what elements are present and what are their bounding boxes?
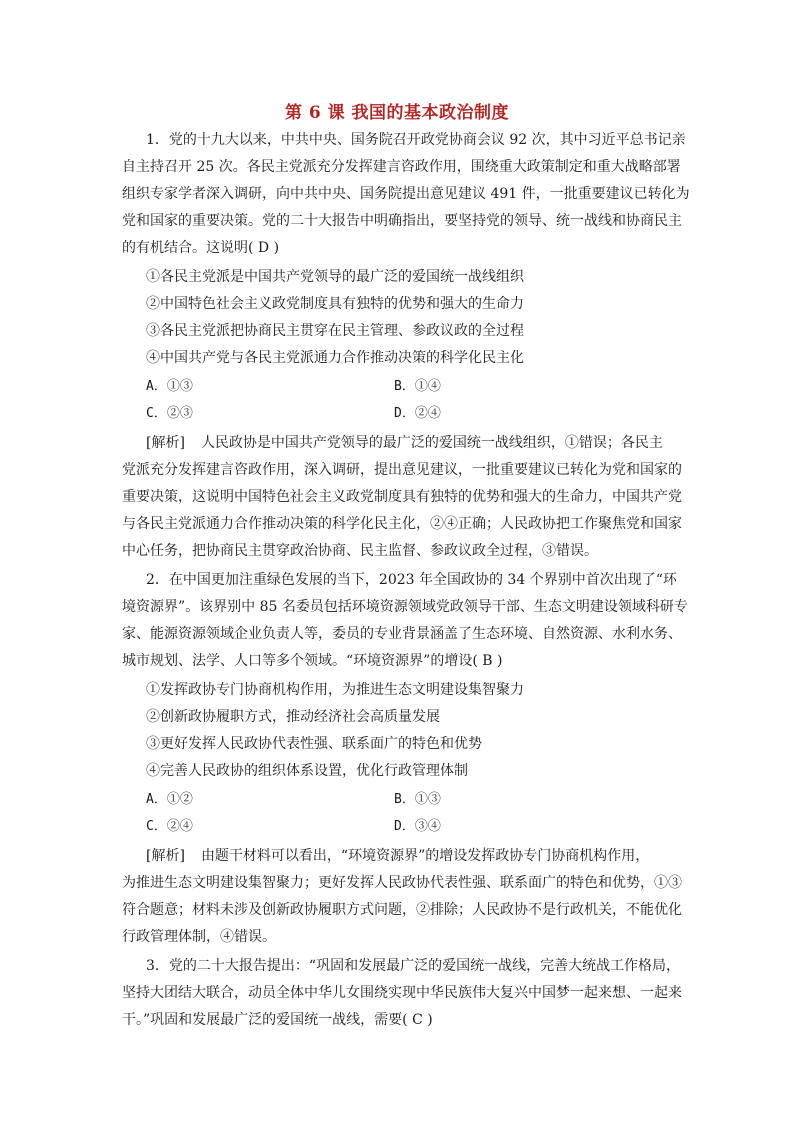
q1-analysis-line: 中心任务，把协商民主贯穿政治协商、民主监督、参政议政全过程，③错误。 bbox=[122, 543, 598, 559]
q2-option: ④完善人民政协的组织体系设置，优化行政管理体制 bbox=[146, 763, 468, 779]
q1-option: ②中国特色社会主义政党制度具有独特的优势和强大的生命力 bbox=[146, 296, 524, 312]
q1-stem-line: 党和国家的重要决策。党的二十大报告中明确指出，要坚持党的领导、统一战线和协商民主 bbox=[122, 213, 682, 229]
q2-choice-a: A．①② bbox=[146, 792, 193, 807]
q1-analysis-line: 党派充分发挥建言咨政作用，深入调研，提出意见建议，一批重要建议已转化为党和国家的 bbox=[122, 462, 682, 478]
q2-option: ①发挥政协专门协商机构作用，为推进生态文明建设集智聚力 bbox=[146, 682, 524, 698]
q1-stem-line: 自主持召开 25 次。各民主党派充分发挥建言咨政作用，围绕重大政策制定和重大战略部署 bbox=[122, 159, 681, 175]
q2-analysis-line bbox=[146, 846, 649, 866]
q1-choice-b: B．①④ bbox=[394, 379, 441, 394]
q2-choice-d: D．③④ bbox=[394, 819, 441, 834]
q3-stem-line: 干。”巩固和发展最广泛的爱国统一战线，需要( C ) bbox=[122, 1012, 433, 1028]
q1-choice-c: C．②③ bbox=[146, 406, 193, 421]
analysis-text: 由题干材料可以看出，“环境资源界”的增设发挥政协专门协商机构作用， bbox=[200, 848, 650, 864]
analysis-tag: [解析] bbox=[146, 435, 185, 451]
q1-option: ①各民主党派是中国共产党领导的最广泛的爱国统一战线组织 bbox=[146, 269, 524, 285]
q2-stem-line: 2．在中国更加注重绿色发展的当下，2023 年全国政协的 34 个界别中首次出现了“环 bbox=[146, 572, 677, 588]
q1-analysis-line bbox=[146, 433, 663, 453]
q2-option: ③更好发挥人民政协代表性强、联系面广的特色和优势 bbox=[146, 736, 482, 752]
q1-stem-line: 的有机结合。这说明( D ) bbox=[122, 240, 280, 256]
q1-choice-a: A．①③ bbox=[146, 379, 193, 394]
q3-stem-line: 3．党的二十大报告提出：“巩固和发展最广泛的爱国统一战线，完善大统战工作格局， bbox=[146, 958, 681, 974]
q2-stem-line: 家、能源资源领域企业负责人等，委员的专业背景涵盖了生态环境、自然资源、水利水务、 bbox=[122, 626, 682, 642]
q1-stem-line: 1．党的十九大以来，中共中央、国务院召开政党协商会议 92 次，其中习近平总书记亲 bbox=[146, 132, 686, 148]
q2-stem-line: 城市规划、法学、人口等多个领域。“环境资源界”的增设( B ) bbox=[122, 653, 503, 669]
q1-analysis-line: 重要决策，这说明中国特色社会主义政党制度具有独特的优势和强大的生命力，中国共产党 bbox=[122, 489, 682, 505]
q3-stem-line: 坚持大团结大联合，动员全体中华儿女围绕实现中华民族伟大复兴中国梦一起来想、一起来 bbox=[122, 985, 682, 1001]
q2-choice-c: C．②④ bbox=[146, 819, 193, 834]
q2-analysis-line: 符合题意；材料未涉及创新政协履职方式问题，②排除；人民政协不是行政机关，不能优化 bbox=[122, 902, 682, 918]
q2-stem-line: 境资源界”。该界别中 85 名委员包括环境资源领域党政领导干部、生态文明建设领域科研专 bbox=[122, 599, 688, 615]
analysis-tag: [解析] bbox=[146, 848, 185, 864]
q2-analysis-line: 为推进生态文明建设集智聚力；更好发挥人民政协代表性强、联系面广的特色和优势，①③ bbox=[122, 875, 682, 891]
q1-stem-line: 组织专家学者深入调研，向中共中央、国务院提出意见建议 491 件，一批重要建议已转化为 bbox=[122, 186, 690, 202]
q2-choice-b: B．①③ bbox=[394, 792, 441, 807]
q1-option: ③各民主党派把协商民主贯穿在民主管理、参政议政的全过程 bbox=[146, 323, 524, 339]
analysis-text: 人民政协是中国共产党领导的最广泛的爱国统一战线组织，①错误；各民主 bbox=[200, 435, 663, 451]
q1-option: ④中国共产党与各民主党派通力合作推动决策的科学化民主化 bbox=[146, 350, 524, 366]
q2-analysis-line: 行政管理体制，④错误。 bbox=[122, 929, 276, 945]
q1-choice-d: D．②④ bbox=[394, 406, 441, 421]
q2-option: ②创新政协履职方式，推动经济社会高质量发展 bbox=[146, 709, 440, 725]
q1-analysis-line: 与各民主党派通力合作推动决策的科学化民主化，②④正确；人民政协把工作聚焦党和国家 bbox=[122, 516, 682, 532]
lesson-title: 第 6 课 我国的基本政治制度 bbox=[284, 103, 510, 123]
